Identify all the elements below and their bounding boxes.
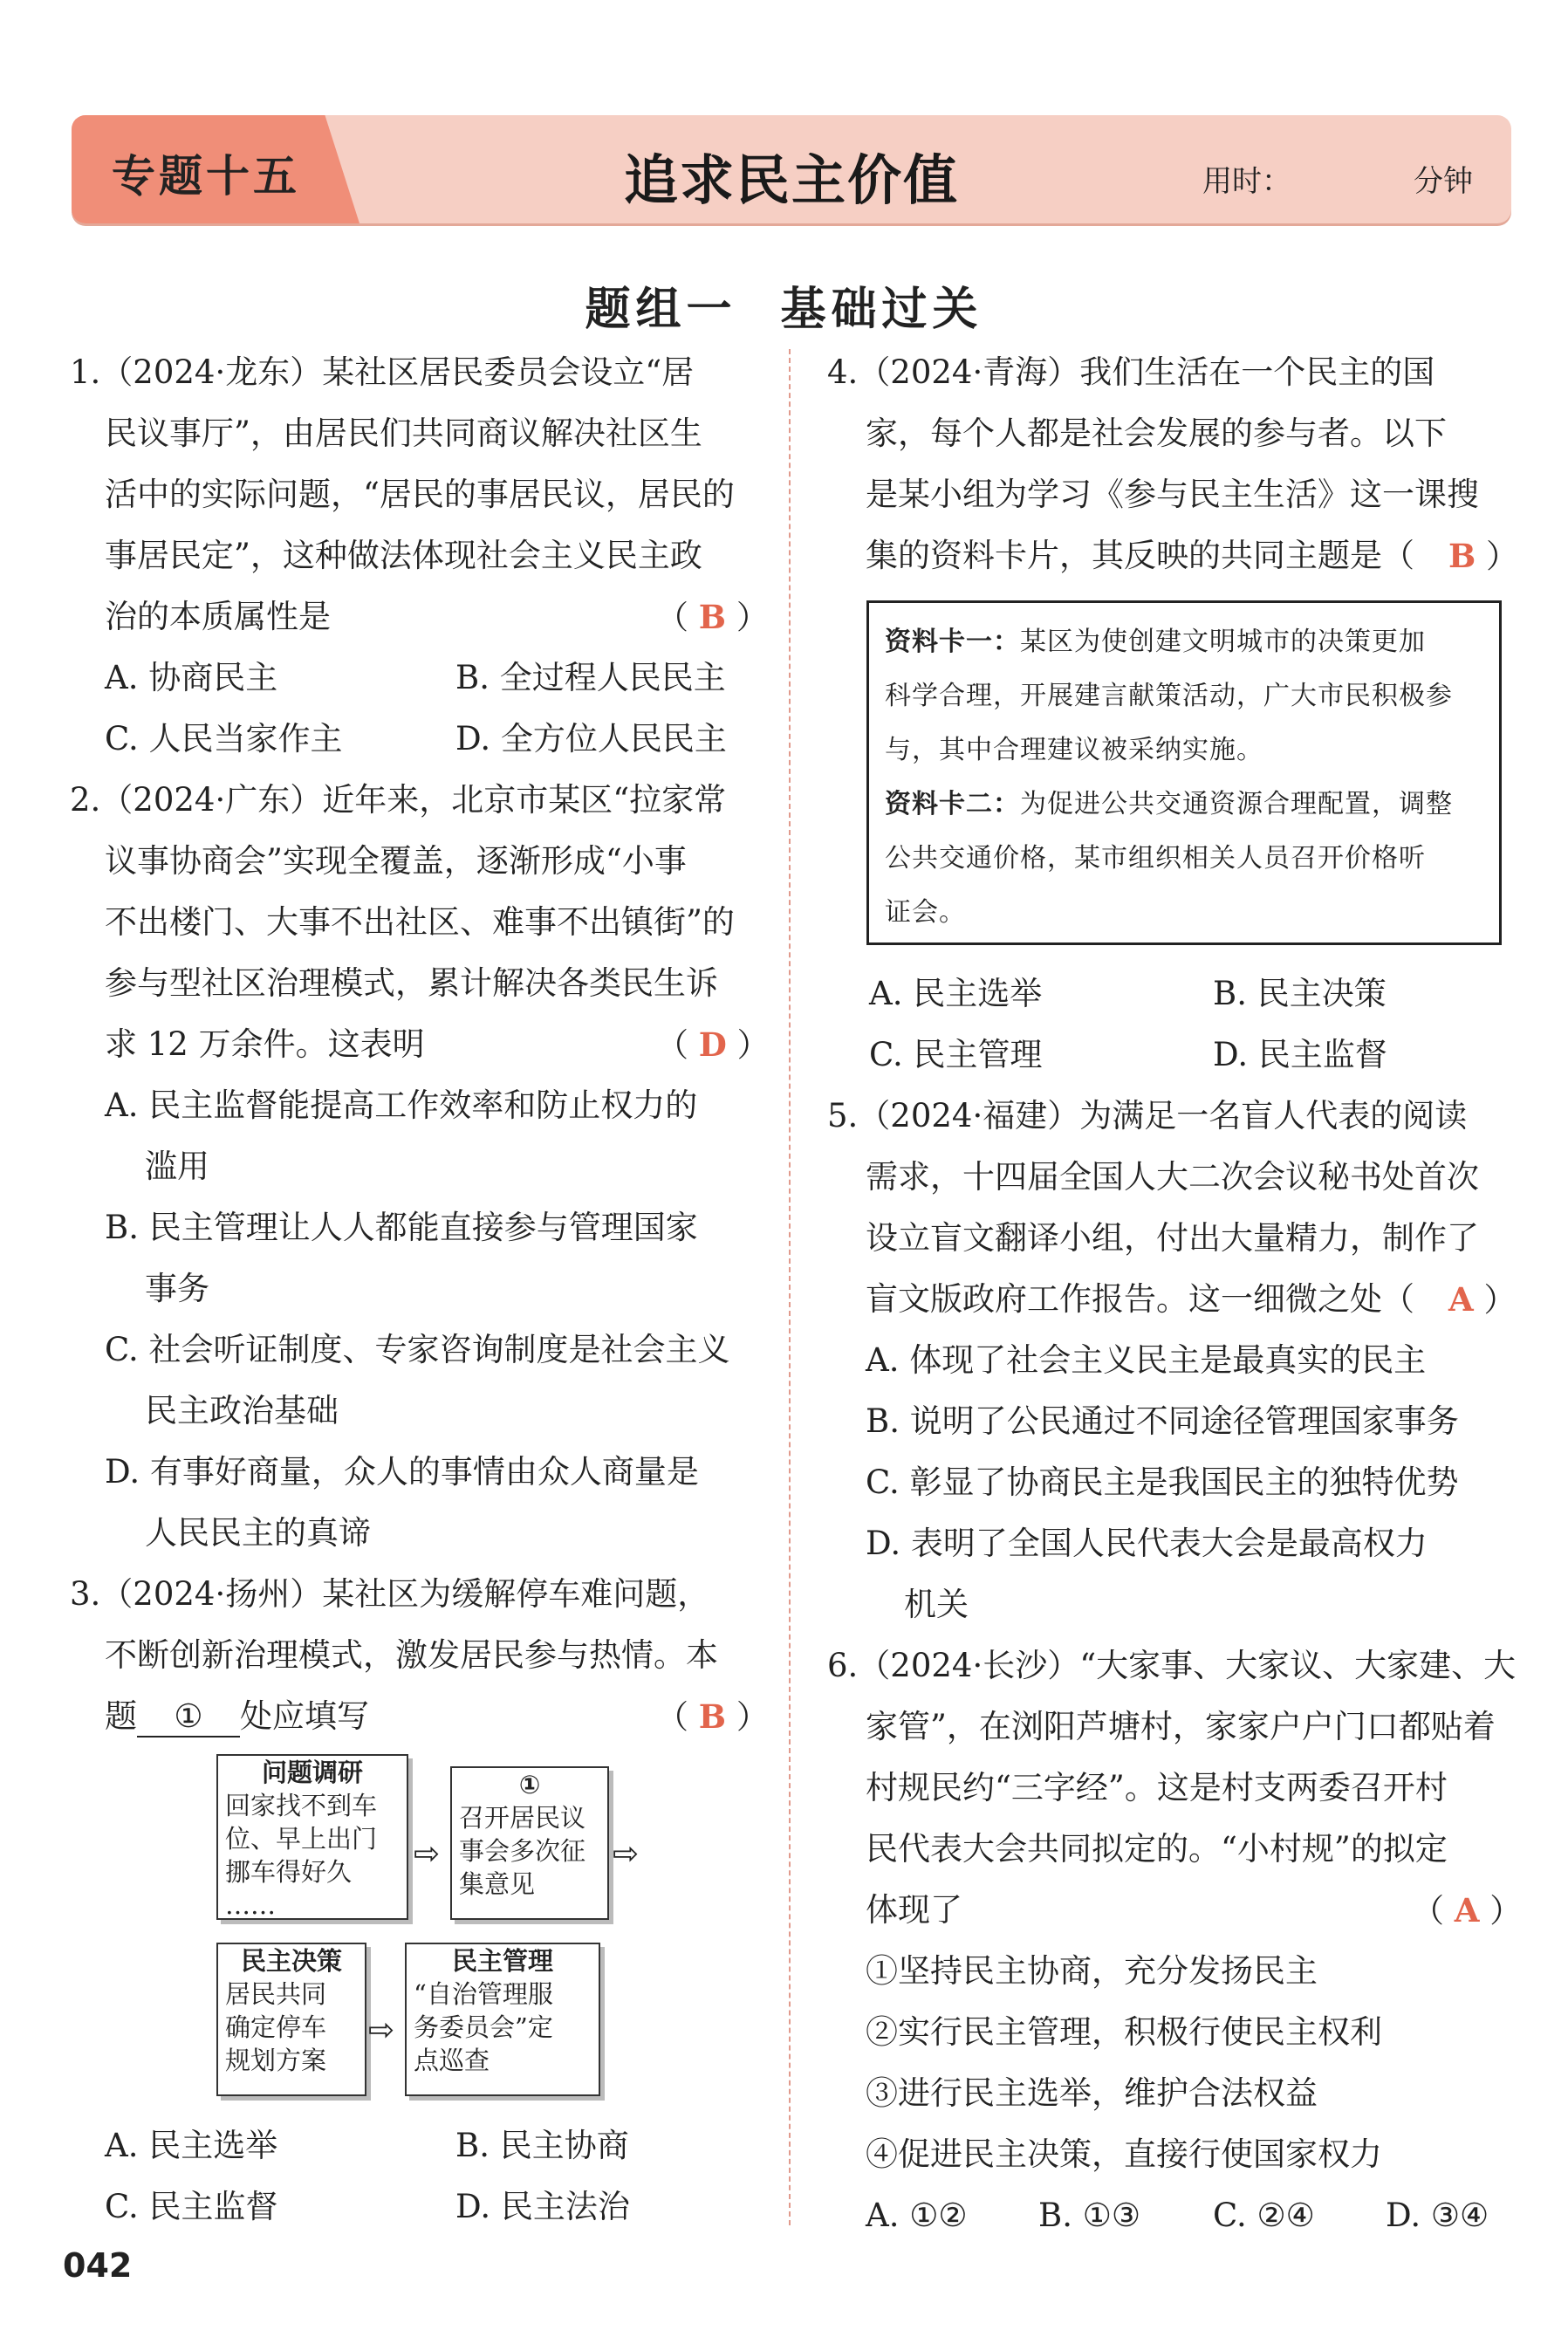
card1-line: 科学合理，开展建言献策活动，广大市民积极参 bbox=[885, 681, 1453, 711]
flow-box-research: 问题调研 回家找不到车 位、早上出门 挪车得好久 …… bbox=[216, 1754, 408, 1920]
q6-option-d: D. ③④ bbox=[1386, 2197, 1489, 2234]
page-number: 042 bbox=[63, 2246, 133, 2285]
card1-line: 与，其中合理建议被采纳实施。 bbox=[885, 735, 1263, 765]
q3-blank-line: 题 ① 处应填写 bbox=[105, 1686, 369, 1747]
q1-answer-bracket: （ B ） bbox=[656, 598, 769, 636]
q6-line: 6.（2024·长沙）“大家事、大家议、大家建、大 bbox=[827, 1647, 1517, 1684]
q3-answer-bracket: （ B ） bbox=[656, 1697, 769, 1736]
q6-option-c: C. ②④ bbox=[1213, 2197, 1315, 2234]
q1-line: 治的本质属性是 bbox=[105, 598, 331, 635]
q2-answer-bracket: （ D ） bbox=[656, 1025, 770, 1064]
q2-option-b: B. 民主管理让人人都能直接参与管理国家 bbox=[105, 1209, 698, 1246]
q4-option-b: B. 民主决策 bbox=[1213, 975, 1387, 1012]
q4-answer-bracket: B ） bbox=[1448, 537, 1519, 575]
arrow-right-icon: ⇨ bbox=[414, 1836, 441, 1872]
q4-option-d: D. 民主监督 bbox=[1213, 1036, 1387, 1073]
q1-option-b: B. 全过程人民民主 bbox=[455, 659, 726, 696]
q1-line: 1.（2024·龙东）某社区居民委员会设立“居 bbox=[70, 353, 695, 391]
q4-option-c: C. 民主管理 bbox=[869, 1036, 1043, 1073]
q2-option-c: C. 社会听证制度、专家咨询制度是社会主义 bbox=[105, 1331, 730, 1368]
flow-box-management: 民主管理 “自治管理服 务委员会”定 点巡查 bbox=[405, 1943, 600, 2096]
q2-option-b-cont: 事务 bbox=[145, 1270, 209, 1307]
card2-line: 证会。 bbox=[885, 897, 966, 928]
q5-line: 盲文版政府工作报告。这一细微之处（ bbox=[866, 1280, 1414, 1318]
q2-answer: D bbox=[698, 1025, 727, 1064]
time-label: 用时： bbox=[1202, 164, 1291, 199]
q6-line: 民代表大会共同拟定的。“小村规”的拟定 bbox=[866, 1830, 1448, 1868]
q2-line: 不出楼门、大事不出社区、难事不出镇街”的 bbox=[105, 903, 735, 941]
flow-box-decision: 民主决策 居民共同 确定停车 规划方案 bbox=[216, 1943, 366, 2096]
q4-line: 家，每个人都是社会发展的参与者。以下 bbox=[866, 415, 1447, 452]
q2-option-d-cont: 人民民主的真谛 bbox=[145, 1514, 371, 1552]
q6-option-b: B. ①③ bbox=[1038, 2197, 1141, 2234]
q5-answer-bracket: A ） bbox=[1448, 1280, 1517, 1319]
q4-answer: B bbox=[1448, 537, 1476, 575]
q4-line: 4.（2024·青海）我们生活在一个民主的国 bbox=[827, 353, 1435, 391]
q4-line: 是某小组为学习《参与民主生活》这一课搜 bbox=[866, 476, 1479, 513]
section-title-left: 题组一 bbox=[585, 284, 737, 336]
q1-option-a: A. 协商民主 bbox=[105, 659, 278, 696]
q3-answer: B bbox=[698, 1697, 727, 1736]
arrow-right-icon: ⇨ bbox=[613, 1836, 640, 1872]
q4-option-a: A. 民主选举 bbox=[869, 975, 1043, 1012]
q6-statement: ④促进民主决策，直接行使国家权力 bbox=[866, 2135, 1382, 2173]
arrow-right-icon: ⇨ bbox=[368, 2012, 395, 2048]
q3-option-b: B. 民主协商 bbox=[455, 2127, 629, 2164]
q5-option-a: A. 体现了社会主义民主是最真实的民主 bbox=[866, 1341, 1427, 1379]
q2-line: 2.（2024·广东）近年来，北京市某区“拉家常 bbox=[70, 781, 727, 819]
q2-option-a: A. 民主监督能提高工作效率和防止权力的 bbox=[105, 1086, 698, 1124]
q5-line: 需求，十四届全国人大二次会议秘书处首次 bbox=[866, 1158, 1479, 1196]
q6-statement: ③进行民主选举，维护合法权益 bbox=[866, 2074, 1318, 2112]
card1-head: 资料卡一： bbox=[885, 627, 1020, 657]
q2-line: 参与型社区治理模式，累计解决各类民生诉 bbox=[105, 964, 718, 1002]
q6-answer-bracket: （ A ） bbox=[1412, 1891, 1523, 1929]
flow-box-consult: ① 召开居民议 事会多次征 集意见 bbox=[450, 1766, 609, 1920]
card1-line: 资料卡一：某区为使创建文明城市的决策更加 bbox=[885, 627, 1426, 657]
card2-line: 资料卡二：为促进公共交通资源合理配置，调整 bbox=[885, 789, 1453, 819]
q2-option-a-cont: 滥用 bbox=[145, 1148, 209, 1185]
q2-option-c-cont: 民主政治基础 bbox=[145, 1392, 339, 1429]
q6-line: 村规民约“三字经”。这是村支两委召开村 bbox=[866, 1769, 1448, 1806]
q5-option-c: C. 彰显了协商民主是我国民主的独特优势 bbox=[866, 1463, 1459, 1501]
q3-line: 不断创新治理模式，激发居民参与热情。本 bbox=[105, 1636, 718, 1674]
q2-option-d: D. 有事好商量，众人的事情由众人商量是 bbox=[105, 1453, 699, 1491]
material-card-box bbox=[866, 600, 1502, 945]
q5-answer: A bbox=[1448, 1280, 1474, 1319]
q3-line: 3.（2024·扬州）某社区为缓解停车难问题， bbox=[70, 1575, 710, 1613]
q5-line: 设立盲文翻译小组，付出大量精力，制作了 bbox=[866, 1219, 1479, 1257]
q6-answer: A bbox=[1454, 1891, 1480, 1929]
page-title: 追求民主价值 bbox=[624, 148, 960, 212]
minutes-label: 分钟 bbox=[1414, 164, 1473, 199]
q6-option-a: A. ①② bbox=[866, 2197, 968, 2234]
q1-option-d: D. 全方位人民民主 bbox=[455, 720, 727, 757]
q6-line: 体现了 bbox=[866, 1891, 962, 1929]
section-title-right: 基础过关 bbox=[780, 284, 983, 336]
q4-line: 集的资料卡片，其反映的共同主题是（ bbox=[866, 537, 1414, 574]
column-divider bbox=[789, 349, 791, 2225]
q3-option-a: A. 民主选举 bbox=[105, 2127, 278, 2164]
section-title bbox=[0, 272, 1568, 338]
q2-line: 求 12 万余件。这表明 bbox=[105, 1025, 425, 1063]
q6-statement: ②实行民主管理，积极行使民主权利 bbox=[866, 2013, 1382, 2051]
card2-line: 公共交通价格，某市组织相关人员召开价格听 bbox=[885, 843, 1426, 874]
q1-option-c: C. 人民当家作主 bbox=[105, 720, 343, 757]
q1-line: 事居民定”，这种做法体现社会主义民主政 bbox=[105, 537, 702, 574]
q1-line: 民议事厅”，由居民们共同商议解决社区生 bbox=[105, 415, 702, 452]
q3-option-d: D. 民主法治 bbox=[455, 2188, 630, 2225]
q5-option-b: B. 说明了公民通过不同途径管理国家事务 bbox=[866, 1402, 1459, 1440]
q5-option-d-cont: 机关 bbox=[904, 1586, 969, 1623]
topic-label: 专题十五 bbox=[112, 151, 300, 202]
q3-blank: ① bbox=[137, 1697, 240, 1738]
q6-line: 家管”，在浏阳芦塘村，家家户户门口都贴着 bbox=[866, 1708, 1496, 1745]
q3-option-c: C. 民主监督 bbox=[105, 2188, 278, 2225]
card2-head: 资料卡二： bbox=[885, 789, 1020, 819]
q6-statement: ①坚持民主协商，充分发扬民主 bbox=[866, 1952, 1318, 1990]
q1-answer: B bbox=[698, 598, 727, 636]
q5-option-d: D. 表明了全国人民代表大会是最高权力 bbox=[866, 1525, 1428, 1562]
q2-line: 议事协商会”实现全覆盖，逐渐形成“小事 bbox=[105, 842, 687, 880]
q1-line: 活中的实际问题，“居民的事居民议，居民的 bbox=[105, 476, 735, 513]
q5-line: 5.（2024·福建）为满足一名盲人代表的阅读 bbox=[827, 1097, 1468, 1134]
